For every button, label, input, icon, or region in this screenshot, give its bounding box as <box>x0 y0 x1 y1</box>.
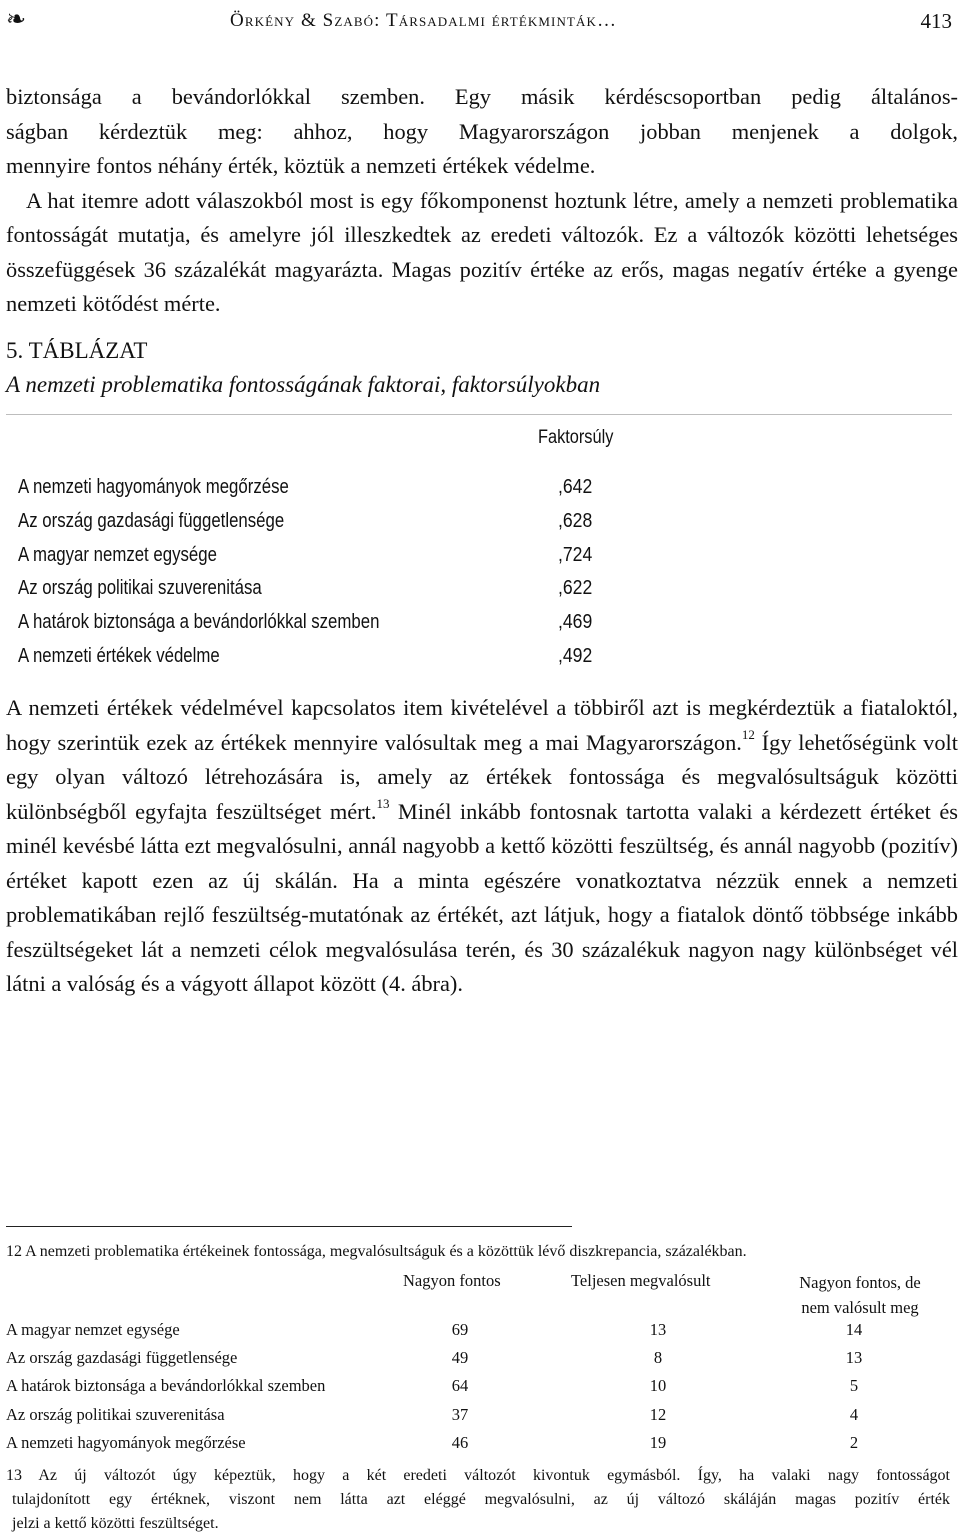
row-label: A nemzeti hagyományok megőrzése <box>6 1432 246 1452</box>
row-value: 37 <box>451 1404 469 1424</box>
table-row <box>0 1429 960 1457</box>
column-header-line: nem valósult meg <box>801 1298 919 1317</box>
row-label: A magyar nemzet egysége <box>18 543 217 566</box>
factor-table <box>18 470 618 673</box>
row-value: 4 <box>849 1404 859 1424</box>
row-value: ,724 <box>558 543 593 566</box>
row-value: 69 <box>451 1320 469 1339</box>
column-header <box>775 1270 945 1320</box>
ornament-icon: ❧ <box>6 7 27 33</box>
row-value: ,628 <box>558 509 593 532</box>
paragraph-text: A hat itemre adott válaszokból most is egy főkomponenst hoztunk létre, amely a nemzeti problematika fontosságát mutatja, és amelyre jól illeszkedtek az eredeti változók. Ez a változók közötti lehetséges összefüggések 36 százalékát magyarázta. Magas pozitív értéke az erős, magas negatív értéke a gyenge nemzeti kötődést mérte. <box>6 187 958 316</box>
footnote-ref[interactable]: 13 <box>376 796 390 812</box>
column-header: Teljesen megvalósult <box>571 1271 711 1290</box>
column-header-line: Nagyon fontos, de <box>799 1273 921 1292</box>
footnote-12-text: 12 A nemzeti problematika értékeinek fontossága, megvalósultságuk és a közöttük lévő diszkrepancia, százalékban. <box>6 1243 747 1260</box>
row-value: ,642 <box>558 476 593 498</box>
row-value: 5 <box>849 1376 859 1396</box>
table-row <box>18 639 618 673</box>
row-value: 19 <box>649 1432 667 1452</box>
table-row <box>0 1372 960 1400</box>
row-value: 10 <box>649 1376 667 1396</box>
table-row <box>18 538 618 572</box>
table-row <box>18 504 618 538</box>
row-label: Az ország politikai szuverenitása <box>6 1404 225 1424</box>
paragraph-text <box>6 691 958 1002</box>
row-label: Az ország politikai szuverenitása <box>18 577 262 600</box>
row-value: ,469 <box>558 611 593 634</box>
table-row <box>0 1344 960 1372</box>
paragraph-line: mennyire fontos néhány érték, köztük a nemzeti értékek védelme. <box>6 153 596 178</box>
row-value: ,492 <box>558 644 593 667</box>
footnote-line: jelzi a kettő közötti feszültséget. <box>12 1515 219 1532</box>
row-value: 13 <box>845 1348 863 1368</box>
paragraph-part: Így lehetőségünk volt egy olyan változó létrehozására is, amely az értékek fontossága és megvalósultságuk közötti különbségből egyfajta feszültséget mért. <box>6 729 958 824</box>
row-value: 2 <box>849 1432 859 1452</box>
row-label: A nemzeti értékek védelme <box>18 644 220 667</box>
row-value: 49 <box>451 1348 469 1368</box>
page-number: 413 <box>920 9 952 33</box>
footnote-13 <box>6 1464 950 1536</box>
row-value: 64 <box>451 1376 469 1396</box>
table-divider <box>6 414 952 415</box>
paragraph-part: Minél inkább fontosnak tartotta valaki a kérdezett értéket és minél kevésbé látta ezt megvalósulni, annál nagyobb a kettő közötti feszültség, és annál nagyobb (pozitív) értéket kapott ezen az új skálán. Ha a minta egészére vonatkoztatva nézzük ennek a nemzeti problematikában rejlő feszültség-mutatónak az értékét, azt látjuk, hogy a fiatalok döntő többsége inkább feszültségeket lát a nemzeti célok megvalósulása terén, és 30 százalékuk nagyon nagy különbséget vél látni a valóság és a vágyott állapot között (4. ábra). <box>6 798 959 996</box>
table-caption: A nemzeti problematika fontosságának faktorai, faktorsúlyokban <box>6 372 601 397</box>
table-row <box>0 1401 960 1429</box>
body-paragraph-2 <box>6 691 958 1002</box>
paragraph-line: biztonsága a bevándorlókkal szemben. Egy másik kérdéscsoportban pedig általános- <box>6 84 958 109</box>
row-value: 14 <box>845 1320 863 1339</box>
row-label: Az ország gazdasági függetlensége <box>18 509 285 532</box>
row-label: A nemzeti hagyományok megőrzése <box>18 476 289 498</box>
row-value: ,622 <box>558 577 593 600</box>
row-label: A magyar nemzet egysége <box>6 1320 180 1339</box>
paragraph-line: ságban kérdeztük meg: ahhoz, hogy Magyarországon jobban menjenek a dolgok, <box>6 118 958 144</box>
table-column-header: Faktorsúly <box>538 427 614 448</box>
footnote-table-header <box>0 1266 960 1316</box>
footnote-table <box>0 1266 960 1457</box>
row-value: 8 <box>653 1348 663 1368</box>
body-paragraph-1 <box>6 80 958 322</box>
row-label: Az ország gazdasági függetlensége <box>6 1348 238 1368</box>
footnote-ref[interactable]: 12 <box>741 727 755 743</box>
column-header: Nagyon fontos <box>403 1271 501 1290</box>
table-row <box>18 571 618 605</box>
row-label: A határok biztonsága a bevándorlókkal szemben <box>6 1376 326 1396</box>
table-row <box>18 470 618 504</box>
running-title: Örkény & Szabó: Társadalmi értékminták… <box>230 10 618 31</box>
row-label: A határok biztonsága a bevándorlókkal szemben <box>18 611 380 634</box>
table-row <box>0 1316 960 1344</box>
table-row <box>18 605 618 639</box>
table-label: 5. TÁBLÁZAT <box>6 338 148 363</box>
footnote-line: 13 Az új változót úgy képeztük, hogy a két eredeti változót kivontuk egymásból. Így, ha valaki nagy fontosságot <box>6 1467 950 1484</box>
paragraph-part: A nemzeti értékek védelmével kapcsolatos item kivételével a többiről azt is megkérdeztük a fiataloktól, hogy szerintük ezek az értékek mennyire valósultak meg a mai Magyarországon. <box>6 695 958 755</box>
row-value: 13 <box>649 1320 667 1339</box>
footnote-line: tulajdonított egy értéknek, viszont nem látta azt eléggé megvalósulni, az új változó skáláján magas pozitív érték <box>12 1491 950 1508</box>
row-value: 46 <box>451 1432 469 1452</box>
row-value: 12 <box>649 1404 667 1424</box>
footnote-divider <box>6 1226 572 1227</box>
